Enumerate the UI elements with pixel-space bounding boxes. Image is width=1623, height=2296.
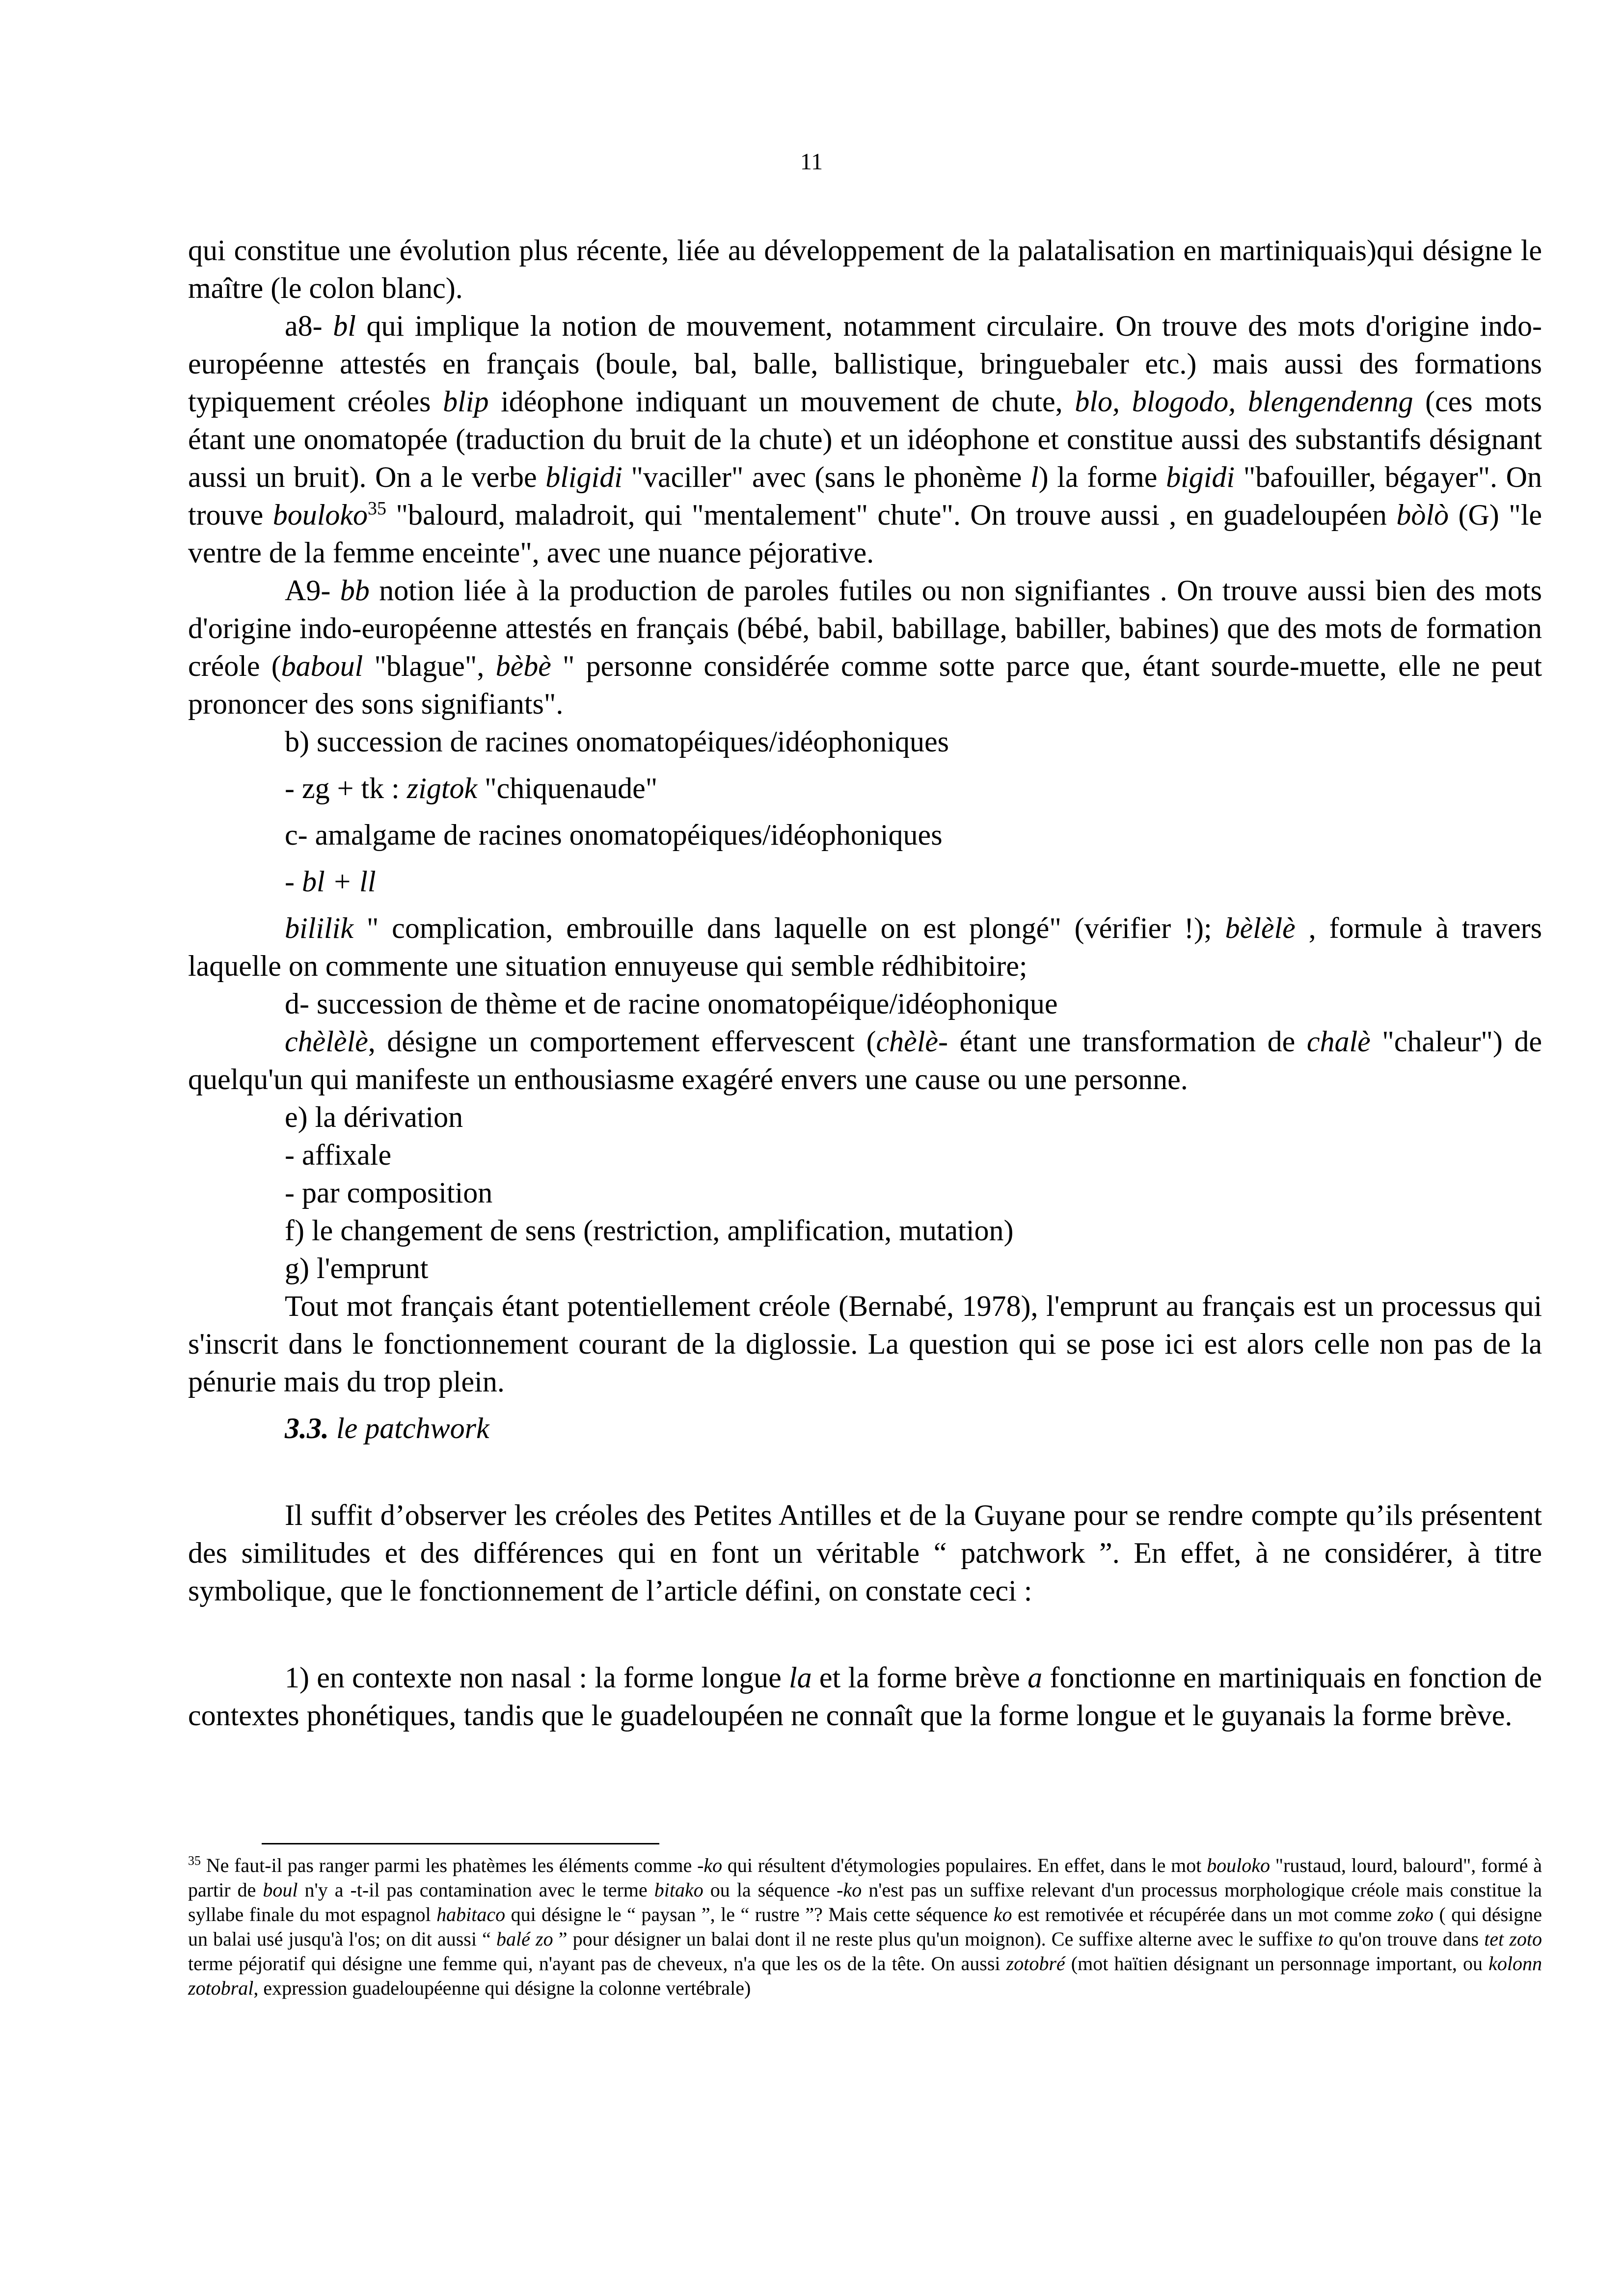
text: n'est pas un suffixe relevant d'un processus morphologique créole mais constitue la syllabe finale du mot espagnol — [188, 1879, 1542, 1925]
section-title: le patchwork — [329, 1412, 489, 1444]
list-item-b-example — [188, 770, 1542, 807]
text: , formule à travers laquelle on commente une situation ennuyeuse qui semble rédhibitoire; — [188, 912, 1542, 982]
italic-term: zotobré — [1006, 1952, 1065, 1975]
text: est remotivée et récupérée dans un mot comme — [1012, 1903, 1398, 1925]
text: a8- — [285, 310, 333, 342]
paragraph-a8 — [188, 307, 1542, 572]
text: ) la forme — [1038, 461, 1166, 493]
italic-term: -ko — [837, 1879, 862, 1901]
italic-term: balé zo — [496, 1928, 553, 1950]
italic-term: boul — [263, 1879, 298, 1901]
list-item-f: f) le changement de sens (restriction, amplification, mutation) — [285, 1214, 1014, 1247]
italic-term: bigidi — [1166, 461, 1235, 493]
text: 1) en contexte non nasal : la forme longue — [285, 1661, 789, 1694]
text: A9- — [285, 574, 340, 607]
text: "bafouiller, bégayer". On trouve — [188, 461, 1542, 531]
italic-term: blip — [443, 385, 489, 418]
list-item-c: c- amalgame de racines onomatopéiques/idéophoniques — [285, 819, 943, 851]
paragraph-chelele — [188, 1023, 1542, 1098]
italic-term: to — [1318, 1928, 1333, 1950]
italic-term: la — [789, 1661, 812, 1694]
italic-term: bligidi — [545, 461, 622, 493]
italic-term: bèbè — [495, 650, 551, 682]
footnote-marker: 35 — [188, 1853, 201, 1868]
section-number — [285, 1412, 329, 1444]
italic-term: l — [1030, 461, 1039, 493]
text: n'y a -t-il pas contamination avec le terme — [298, 1879, 654, 1901]
paragraph-patchwork: Il suffit d’observer les créoles des Petites Antilles et de la Guyane pour se rendre compte qu’ils présentent des similitudes et des différences qui en font un véritable “ patchwork ”. En effet, à ne considérer, à titre symbolique, que le fonctionnement de l’article défini, on constate ceci : — [188, 1499, 1542, 1607]
text: , désigne un comportement effervescent ( — [368, 1025, 876, 1058]
list-item-g: g) l'emprunt — [285, 1252, 429, 1284]
italic-term: bouloko — [1207, 1854, 1271, 1876]
text: "chaleur") de quelqu'un qui manifeste un enthousiasme exagéré envers une cause ou une personne. — [188, 1025, 1542, 1095]
text: (G) "le ventre de la femme enceinte", avec une nuance péjorative. — [188, 499, 1542, 569]
list-item-c-example — [188, 863, 1542, 901]
italic-term: bb — [340, 574, 370, 607]
italic-term: habitaco — [436, 1903, 506, 1925]
italic-term: kolonn zotobral — [188, 1952, 1542, 1999]
italic-term: bililik — [285, 912, 353, 944]
italic-term: blo, blogodo, blengendenng — [1075, 385, 1413, 418]
text: notion liée à la production de paroles futiles ou non signifiantes . On trouve aussi bien des mots d'origine indo-européenne attestés en français (bébé, babil, babillage, babiller, babines) que des mots de formation créole ( — [188, 574, 1542, 682]
text: qui désigne le “ paysan ”, le “ rustre ”? Mais cette séquence — [505, 1903, 994, 1925]
text: étant une transformation de — [948, 1025, 1307, 1058]
italic-term: tet zoto — [1484, 1928, 1542, 1950]
text: ou la séquence — [703, 1879, 837, 1901]
section-heading — [188, 1410, 1542, 1447]
italic-term: bl + ll — [301, 865, 376, 898]
italic-term: ko — [993, 1903, 1012, 1925]
italic-term: -ko — [697, 1854, 723, 1876]
text: "balourd, maladroit, qui "mentalement" chute". On trouve aussi , en guadeloupéen — [386, 499, 1397, 531]
text: qui implique la notion de mouvement, notamment circulaire. On trouve des mots d'origine indo-européenne attestés en français (boule, bal, balle, ballistique, bringuebaler etc.) mais aussi des formations typiquement créoles — [188, 310, 1542, 418]
italic-term: bòlò — [1396, 499, 1449, 531]
text: , expression guadeloupéenne qui désigne la colonne vertébrale) — [253, 1977, 751, 1999]
text: terme péjoratif qui désigne une femme qui, n'ayant pas de cheveux, n'a que les os de la tête. On aussi — [188, 1952, 1006, 1975]
italic-term: chèlè- — [876, 1025, 948, 1058]
list-item-e: e) la dérivation — [285, 1101, 463, 1133]
text: qu'on trouve dans — [1333, 1928, 1485, 1950]
text: idéophone indiquant un mouvement de chute, — [488, 385, 1075, 418]
body-text — [188, 232, 1542, 1735]
paragraph-emprunt: Tout mot français étant potentiellement créole (Bernabé, 1978), l'emprunt au français est un processus qui s'inscrit dans le fonctionnement courant de la diglossie. La question qui se pose ici est alors celle non pas de la pénurie mais du trop plein. — [188, 1290, 1542, 1398]
list-item-e-composition: - par composition — [285, 1176, 493, 1209]
text: Ne faut-il pas ranger parmi les phatèmes les éléments comme — [201, 1854, 698, 1876]
text: "vaciller" avec (sans le phonème — [622, 461, 1030, 493]
text: " personne considérée comme sotte parce que, étant sourde-muette, elle ne peut prononcer des sons signifiants". — [188, 650, 1542, 720]
list-item-d: d- succession de thème et de racine onomatopéique/idéophonique — [285, 988, 1058, 1020]
text: - — [285, 865, 302, 898]
list-item-b: b) succession de racines onomatopéiques/idéophoniques — [285, 725, 949, 758]
footnote-reference[interactable]: 35 — [368, 498, 387, 519]
paragraph-a9 — [188, 572, 1542, 723]
italic-term: bitako — [654, 1879, 703, 1901]
text: "chiquenaude" — [477, 772, 658, 804]
italic-term: baboul — [281, 650, 363, 682]
paragraph-bililik — [188, 909, 1542, 985]
text: fonctionne en martiniquais en fonction de contextes phonétiques, tandis que le guadeloupéen ne connaît que la forme longue et le guyanais la forme brève. — [188, 1661, 1542, 1732]
text: - zg + tk : — [285, 772, 407, 804]
text: ” pour désigner un balai dont il ne reste plus qu'un moignon). Ce suffixe alterne avec le suffixe — [553, 1928, 1318, 1950]
italic-term: chalè — [1306, 1025, 1371, 1058]
text: qui résultent d'étymologies populaires. En effet, dans le mot — [722, 1854, 1207, 1876]
text: ( qui désigne un balai usé jusqu'à l'os; on dit aussi “ — [188, 1903, 1542, 1950]
paragraph-continuation: qui constitue une évolution plus récente, liée au développement de la palatalisation en martiniquais)qui désigne le maître (le colon blanc). — [188, 234, 1542, 304]
footnote-separator — [262, 1843, 659, 1844]
italic-term: zoko — [1397, 1903, 1434, 1925]
text: (ces mots étant une onomatopée (traduction du bruit de la chute) et un idéophone et constitue aussi des substantifs désignant aussi un bruit). On a le verbe — [188, 385, 1542, 493]
text: et la forme brève — [812, 1661, 1028, 1694]
text: "blague", — [363, 650, 496, 682]
italic-term: chèlèlè — [285, 1025, 368, 1058]
text: " complication, embrouille dans laquelle on est plongé" (vérifier !); — [353, 912, 1225, 944]
italic-term: bl — [333, 310, 356, 342]
italic-term: zigtok — [406, 772, 478, 804]
page-number: 11 — [800, 149, 823, 175]
italic-term: bèlèlè — [1225, 912, 1296, 944]
footnote-35 — [188, 1853, 1542, 2001]
paragraph-contexte-non-nasal — [188, 1659, 1542, 1735]
italic-term: a — [1028, 1661, 1043, 1694]
italic-term: bouloko — [272, 499, 368, 531]
list-item-e-affixale: - affixale — [285, 1139, 392, 1171]
text: "rustaud, lourd, balourd", formé à partir de — [188, 1854, 1542, 1901]
section-number-text: 3.3. — [285, 1412, 329, 1444]
text: (mot haïtien désignant un personnage important, ou — [1065, 1952, 1489, 1975]
